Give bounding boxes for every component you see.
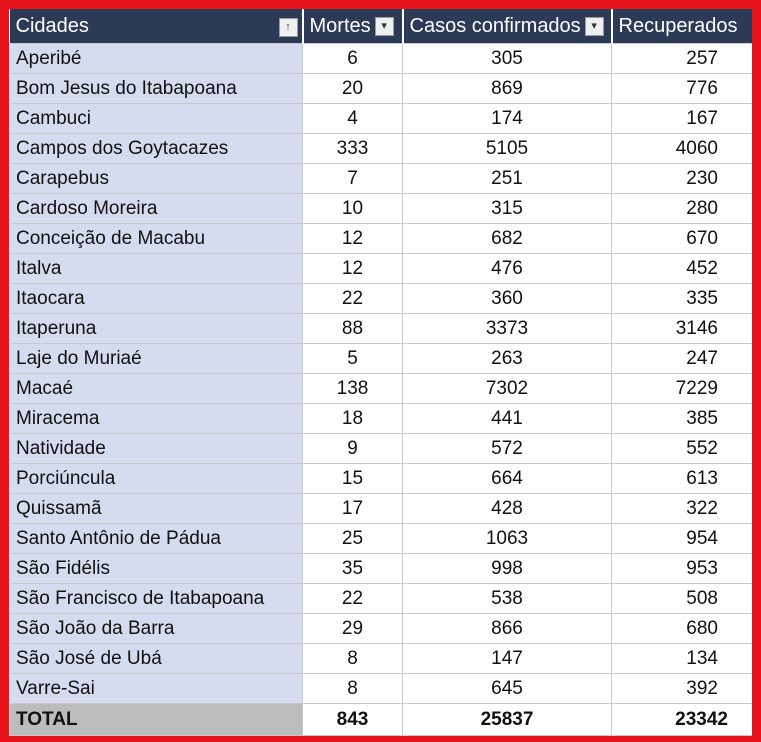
- table-row: [10, 584, 753, 614]
- cell-confirmed: 174: [403, 104, 612, 134]
- table-row: [10, 404, 753, 434]
- cell-recovered: 247: [612, 344, 753, 374]
- cell-deaths: 4: [303, 104, 403, 134]
- cell-recovered: 230: [612, 164, 753, 194]
- header-label-mortes: Mortes: [309, 14, 371, 37]
- total-deaths: 843: [303, 704, 403, 736]
- cell-confirmed: 360: [403, 284, 612, 314]
- cell-city: Quissamã: [10, 494, 303, 524]
- header-row: [10, 9, 753, 44]
- cell-confirmed: 147: [403, 644, 612, 674]
- cell-confirmed: 7302: [403, 374, 612, 404]
- table-row: [10, 344, 753, 374]
- cell-confirmed: 428: [403, 494, 612, 524]
- table-row: [10, 74, 753, 104]
- cell-recovered: 392: [612, 674, 753, 704]
- cell-deaths: 9: [303, 434, 403, 464]
- cell-deaths: 25: [303, 524, 403, 554]
- cell-confirmed: 538: [403, 584, 612, 614]
- cell-confirmed: 998: [403, 554, 612, 584]
- cell-deaths: 17: [303, 494, 403, 524]
- cell-confirmed: 1063: [403, 524, 612, 554]
- table-row: [10, 284, 753, 314]
- cell-recovered: 257: [612, 44, 753, 74]
- cell-deaths: 88: [303, 314, 403, 344]
- table-row: [10, 494, 753, 524]
- cell-recovered: 167: [612, 104, 753, 134]
- table-row: [10, 224, 753, 254]
- table-row: [10, 134, 753, 164]
- header-label-recuperados: Recuperados: [618, 14, 738, 37]
- sort-ascending-icon[interactable]: ↑: [279, 18, 298, 37]
- table-row: [10, 194, 753, 224]
- cell-confirmed: 866: [403, 614, 612, 644]
- table-row: [10, 104, 753, 134]
- cell-confirmed: 572: [403, 434, 612, 464]
- cell-deaths: 20: [303, 74, 403, 104]
- cell-city: Carapebus: [10, 164, 303, 194]
- cell-deaths: 6: [303, 44, 403, 74]
- cell-deaths: 18: [303, 404, 403, 434]
- cell-recovered: 280: [612, 194, 753, 224]
- table-row: [10, 44, 753, 74]
- cell-confirmed: 305: [403, 44, 612, 74]
- header-label-casos: Casos confirmados: [409, 14, 581, 37]
- cell-deaths: 15: [303, 464, 403, 494]
- cell-recovered: 613: [612, 464, 753, 494]
- cell-city: Bom Jesus do Itabapoana: [10, 74, 303, 104]
- total-label: TOTAL: [10, 704, 303, 736]
- cell-recovered: 385: [612, 404, 753, 434]
- cell-recovered: 776: [612, 74, 753, 104]
- cell-deaths: 5: [303, 344, 403, 374]
- cell-recovered: 134: [612, 644, 753, 674]
- cell-confirmed: 664: [403, 464, 612, 494]
- cell-city: Itaperuna: [10, 314, 303, 344]
- table-row: [10, 524, 753, 554]
- cell-city: Natividade: [10, 434, 303, 464]
- cell-deaths: 22: [303, 584, 403, 614]
- cell-deaths: 29: [303, 614, 403, 644]
- header-recuperados: [612, 9, 753, 44]
- table-frame: [9, 9, 752, 736]
- cell-city: Aperibé: [10, 44, 303, 74]
- cell-city: Macaé: [10, 374, 303, 404]
- table-row: [10, 614, 753, 644]
- cell-deaths: 138: [303, 374, 403, 404]
- cell-recovered: 680: [612, 614, 753, 644]
- cell-recovered: 953: [612, 554, 753, 584]
- table-row: [10, 674, 753, 704]
- table-row: [10, 644, 753, 674]
- total-row: [10, 704, 753, 736]
- cell-deaths: 12: [303, 224, 403, 254]
- cell-city: Cardoso Moreira: [10, 194, 303, 224]
- covid-cities-table: [9, 9, 752, 736]
- cell-deaths: 12: [303, 254, 403, 284]
- cell-city: São Fidélis: [10, 554, 303, 584]
- cell-recovered: 322: [612, 494, 753, 524]
- cell-deaths: 35: [303, 554, 403, 584]
- cell-deaths: 8: [303, 674, 403, 704]
- cell-recovered: 4060: [612, 134, 753, 164]
- cell-recovered: 452: [612, 254, 753, 284]
- total-recovered: 23342: [612, 704, 753, 736]
- cell-confirmed: 869: [403, 74, 612, 104]
- cell-confirmed: 682: [403, 224, 612, 254]
- cell-confirmed: 315: [403, 194, 612, 224]
- cell-confirmed: 476: [403, 254, 612, 284]
- header-cidades: [10, 9, 303, 44]
- cell-city: Campos dos Goytacazes: [10, 134, 303, 164]
- cell-recovered: 335: [612, 284, 753, 314]
- total-confirmed: 25837: [403, 704, 612, 736]
- cell-city: Laje do Muriaé: [10, 344, 303, 374]
- cell-recovered: 552: [612, 434, 753, 464]
- cell-recovered: 508: [612, 584, 753, 614]
- cell-deaths: 22: [303, 284, 403, 314]
- cell-confirmed: 3373: [403, 314, 612, 344]
- cell-recovered: 7229: [612, 374, 753, 404]
- filter-dropdown-icon[interactable]: ▾: [585, 17, 604, 36]
- table-row: [10, 164, 753, 194]
- header-label-cidades: Cidades: [15, 14, 89, 37]
- filter-dropdown-icon[interactable]: ▾: [375, 17, 394, 36]
- table-row: [10, 374, 753, 404]
- cell-deaths: 10: [303, 194, 403, 224]
- table-row: [10, 554, 753, 584]
- table-row: [10, 314, 753, 344]
- cell-city: Italva: [10, 254, 303, 284]
- header-mortes: [303, 9, 403, 44]
- cell-confirmed: 441: [403, 404, 612, 434]
- cell-city: Cambuci: [10, 104, 303, 134]
- table-row: [10, 254, 753, 284]
- cell-city: Porciúncula: [10, 464, 303, 494]
- cell-city: Santo Antônio de Pádua: [10, 524, 303, 554]
- cell-confirmed: 251: [403, 164, 612, 194]
- cell-confirmed: 645: [403, 674, 612, 704]
- cell-confirmed: 5105: [403, 134, 612, 164]
- cell-deaths: 333: [303, 134, 403, 164]
- cell-recovered: 670: [612, 224, 753, 254]
- cell-recovered: 954: [612, 524, 753, 554]
- cell-city: Conceição de Macabu: [10, 224, 303, 254]
- cell-city: São João da Barra: [10, 614, 303, 644]
- cell-recovered: 3146: [612, 314, 753, 344]
- cell-city: São José de Ubá: [10, 644, 303, 674]
- cell-city: São Francisco de Itabapoana: [10, 584, 303, 614]
- cell-deaths: 7: [303, 164, 403, 194]
- table-row: [10, 434, 753, 464]
- table-row: [10, 464, 753, 494]
- cell-city: Miracema: [10, 404, 303, 434]
- cell-deaths: 8: [303, 644, 403, 674]
- cell-city: Itaocara: [10, 284, 303, 314]
- header-casos-confirmados: [403, 9, 612, 44]
- cell-city: Varre-Sai: [10, 674, 303, 704]
- cell-confirmed: 263: [403, 344, 612, 374]
